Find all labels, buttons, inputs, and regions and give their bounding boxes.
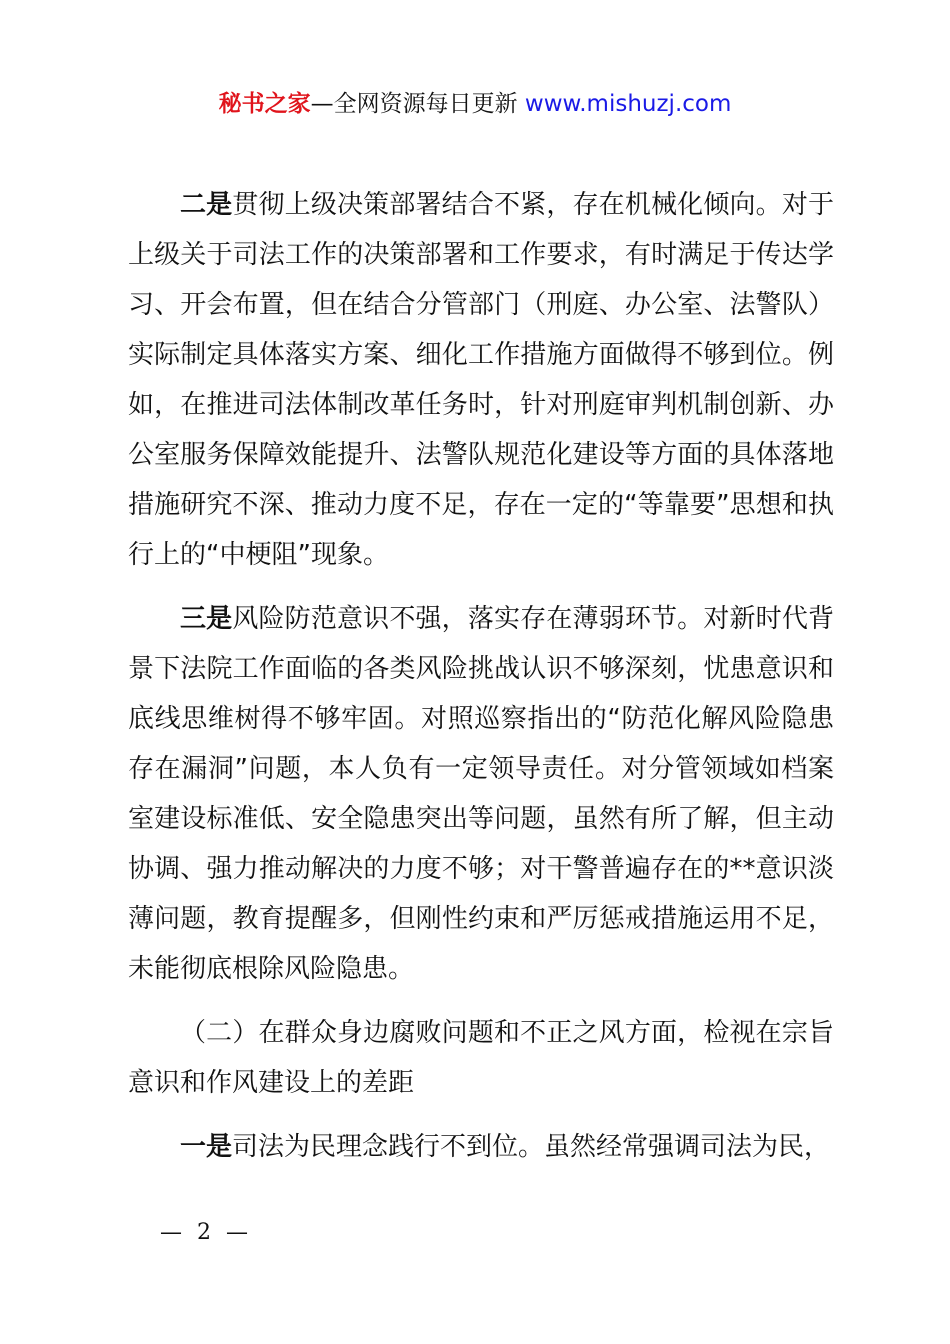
paragraph-lead: 二是 [180, 190, 233, 220]
paragraph-lead: 三是 [180, 604, 233, 634]
document-body [128, 180, 834, 1186]
paragraph-text: 风险防范意识不强，落实存在薄弱环节。对新时代背景下法院工作面临的各类风险挑战认识不够深刻，忧患意识和底线思维树得不够牢固。对照巡察指出的“防范化解风险隐患存在漏洞”问题，本人负有一定领导责任。对分管领域如档案室建设标准低、安全隐患突出等问题，虽然有所了解，但主动协调、强力推动解决的力度不够；对干警普遍存在的**意识淡薄问题，教育提醒多，但刚性约束和严厉惩戒措施运用不足，未能彻底根除风险隐患。 [128, 604, 834, 984]
brand-name: 秘书之家 [218, 91, 311, 117]
paragraph-1 [128, 1122, 834, 1172]
paragraph-lead: 一是 [180, 1132, 233, 1162]
section-heading-text: （二）在群众身边腐败问题和不正之风方面，检视在宗旨意识和作风建设上的差距 [128, 1018, 834, 1098]
page-number: — 2 — [160, 1220, 252, 1245]
header-tagline: —全网资源每日更新 [310, 91, 525, 117]
paragraph-3 [128, 594, 834, 994]
site-header [0, 86, 950, 122]
section-heading [128, 1008, 834, 1108]
paragraph-2 [128, 180, 834, 580]
site-url[interactable]: www.mishuzj.com [524, 91, 732, 117]
paragraph-text: 贯彻上级决策部署结合不紧，存在机械化倾向。对于上级关于司法工作的决策部署和工作要求，有时满足于传达学习、开会布置，但在结合分管部门（刑庭、办公室、法警队）实际制定具体落实方案、细化工作措施方面做得不够到位。例如，在推进司法体制改革任务时，针对刑庭审判机制创新、办公室服务保障效能提升、法警队规范化建设等方面的具体落地措施研究不深、推动力度不足，存在一定的“等靠要”思想和执行上的“中梗阻”现象。 [128, 190, 834, 570]
paragraph-text: 司法为民理念践行不到位。虽然经常强调司法为民， [232, 1132, 831, 1162]
